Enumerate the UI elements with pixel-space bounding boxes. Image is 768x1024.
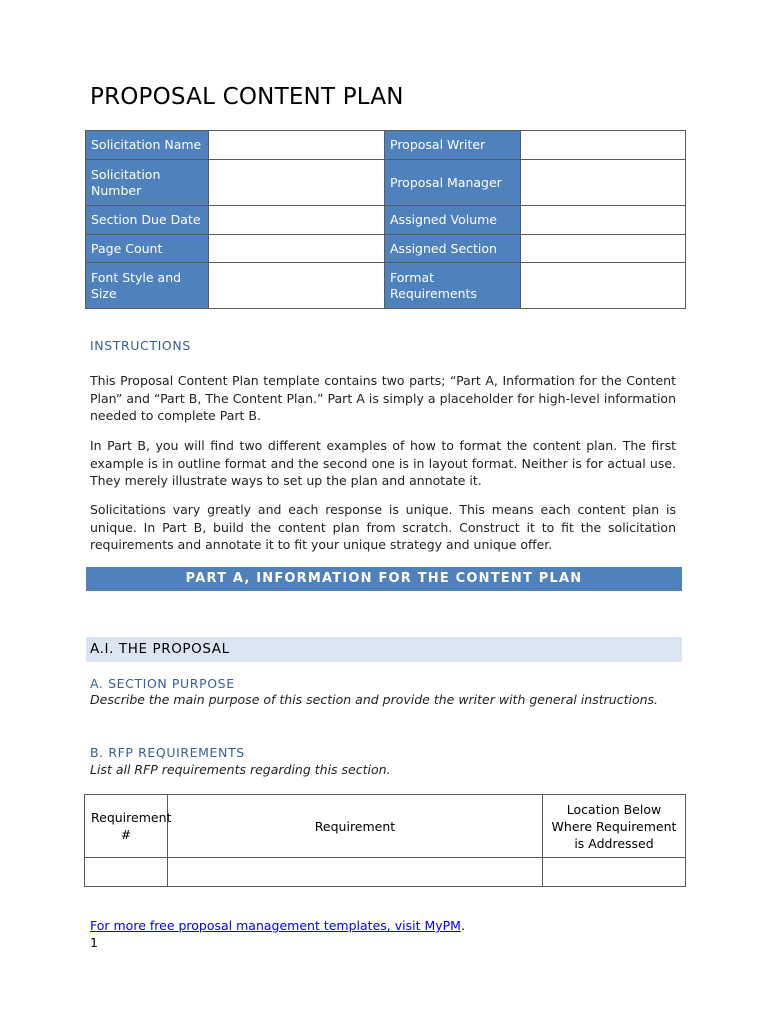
info-value-field[interactable] [209,206,385,235]
info-label: Format Requirements [385,263,521,309]
info-label: Solicitation Name [86,131,209,160]
table-cell[interactable] [85,858,168,887]
info-label: Section Due Date [86,206,209,235]
info-value-field[interactable] [521,263,686,309]
info-value-field[interactable] [521,160,686,206]
table-row [86,263,686,309]
rfp-requirements-description: List all RFP requirements regarding this section. [90,762,391,777]
info-value-field[interactable] [209,160,385,206]
page-number: 1 [90,935,98,950]
info-value-field[interactable] [521,131,686,160]
page-title: PROPOSAL CONTENT PLAN [90,84,404,110]
table-row [86,235,686,263]
column-header: Requirement # [85,795,168,858]
info-value-field[interactable] [521,235,686,263]
footer-period: . [460,918,465,933]
section-purpose-description: Describe the main purpose of this section and provide the writer with general instructions. [90,692,659,707]
info-value-field[interactable] [209,235,385,263]
table-row [86,131,686,160]
table-row [86,160,686,206]
table-cell[interactable] [168,858,543,887]
info-label: Proposal Manager [385,160,521,206]
column-header: Location Below Where Requirement is Addressed [543,795,686,858]
table-header-row [85,795,686,858]
info-label: Assigned Volume [385,206,521,235]
mypm-link[interactable]: For more free proposal management templates, visit MyPM [90,918,461,933]
info-value-field[interactable] [209,263,385,309]
rfp-requirements-heading: B. RFP REQUIREMENTS [90,745,245,760]
section-ai-heading [86,637,682,662]
part-a-heading: PART A, INFORMATION FOR THE CONTENT PLAN [86,567,682,591]
section-ai-heading-text: A.I. THE PROPOSAL [90,641,230,657]
section-purpose-heading: A. SECTION PURPOSE [90,676,235,691]
instructions-paragraph: In Part B, you will find two different examples of how to format the content plan. The first example is in outline format and the second one is in layout format. Neither is for actual use. They merely illustrate ways to set up the plan and annotate it. [90,438,676,488]
requirements-table [84,794,686,887]
table-row [86,206,686,235]
table-row [85,858,686,887]
info-label: Solicitation Number [86,160,209,206]
info-label: Page Count [86,235,209,263]
column-header: Requirement [168,795,543,858]
info-value-field[interactable] [521,206,686,235]
info-label: Font Style and Size [86,263,209,309]
info-value-field[interactable] [209,131,385,160]
table-cell[interactable] [543,858,686,887]
info-table [85,130,686,309]
instructions-paragraph: This Proposal Content Plan template contains two parts; “Part A, Information for the Content Plan” and “Part B, The Content Plan.” Part A is simply a placeholder for high-level information needed to complete Part B. [90,373,676,423]
instructions-paragraph: Solicitations vary greatly and each response is unique. This means each content plan is unique. In Part B, build the content plan from scratch. Construct it to fit the solicitation requirements and annotate it to fit your unique strategy and unique offer. [90,502,676,552]
info-label: Proposal Writer [385,131,521,160]
instructions-heading: INSTRUCTIONS [90,338,191,353]
info-label: Assigned Section [385,235,521,263]
footer-note [90,918,465,933]
